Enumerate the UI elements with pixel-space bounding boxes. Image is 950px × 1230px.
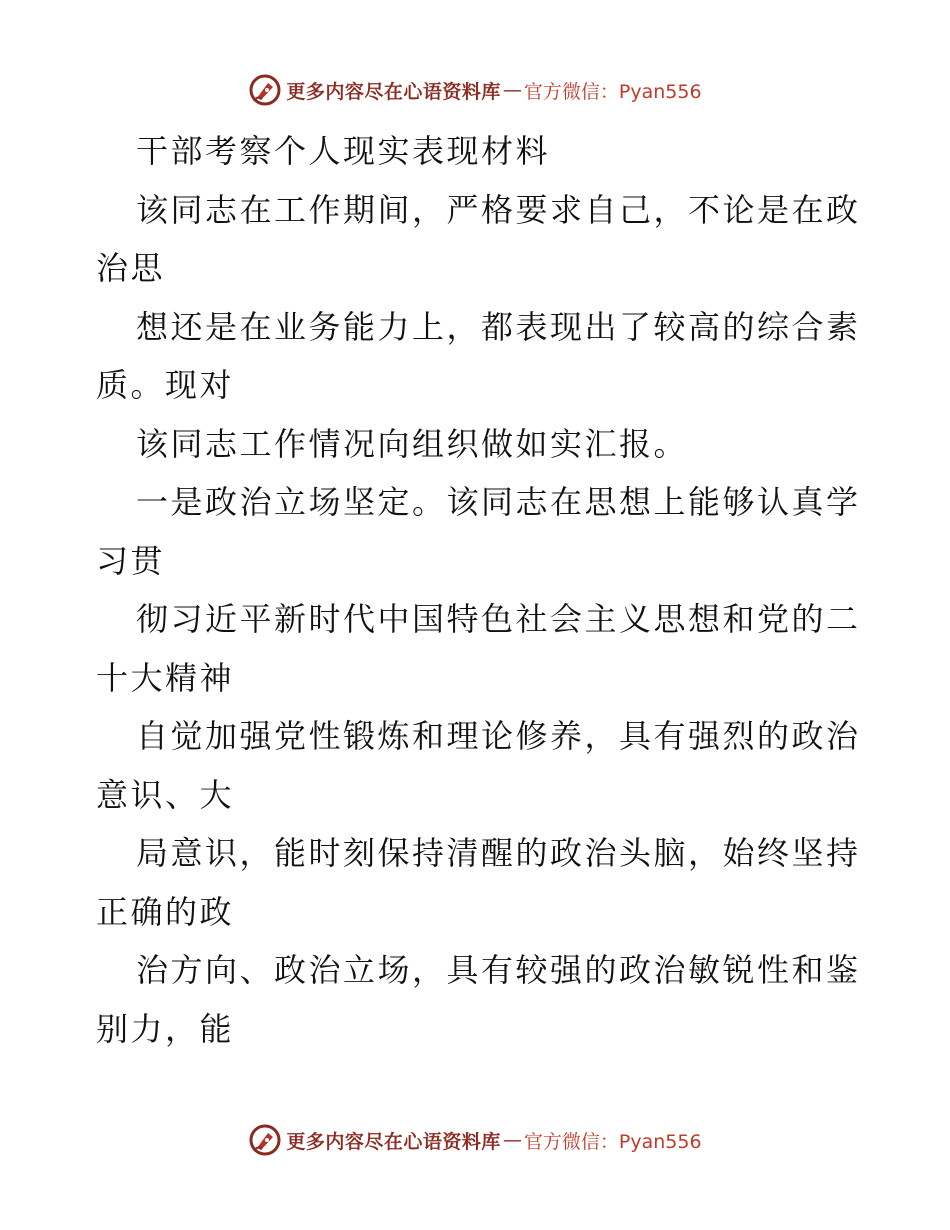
banner-contact-text: 官方微信：Pyan556 — [523, 80, 702, 103]
text-line: 习贯 — [96, 541, 166, 580]
text-line: 该同志在工作期间，严格要求自己，不论是在政 — [136, 190, 861, 229]
banner-site-text: 更多内容尽在心语资料库 — [286, 1130, 501, 1153]
text-line: 质。现对 — [96, 366, 235, 404]
document-body — [96, 122, 861, 1058]
text-line: 自觉加强党性锻炼和理论修养，具有强烈的政治 — [136, 717, 861, 755]
banner-site-text: 更多内容尽在心语资料库 — [286, 80, 501, 103]
banner-separator: — — [502, 79, 522, 101]
document-title: 干部考察个人现实表现材料 — [136, 132, 551, 170]
header-watermark-banner — [0, 70, 950, 110]
text-line: 一是政治立场坚定。该同志在思想上能够认真学 — [136, 483, 861, 521]
text-line: 彻习近平新时代中国特色社会主义思想和党的二 — [136, 600, 861, 638]
banner-separator: — — [502, 1129, 522, 1151]
banner-contact-text: 官方微信：Pyan556 — [523, 1130, 702, 1153]
pen-nib-logo-icon — [248, 73, 282, 107]
text-line: 治思 — [96, 249, 166, 287]
text-line: 治方向、政治立场，具有较强的政治敏锐性和鉴 — [136, 951, 861, 989]
text-line: 意识、大 — [96, 775, 235, 814]
pen-nib-logo-icon — [248, 1123, 282, 1157]
text-line: 别力，能 — [96, 1009, 235, 1048]
text-line: 正确的政 — [96, 892, 235, 931]
text-line: 该同志工作情况向组织做如实汇报。 — [136, 424, 689, 463]
text-line: 十大精神 — [96, 658, 235, 697]
footer-watermark-banner — [0, 1120, 950, 1160]
text-line: 想还是在业务能力上，都表现出了较高的综合素 — [136, 307, 861, 346]
text-line: 局意识，能时刻保持清醒的政治头脑，始终坚持 — [136, 834, 861, 872]
